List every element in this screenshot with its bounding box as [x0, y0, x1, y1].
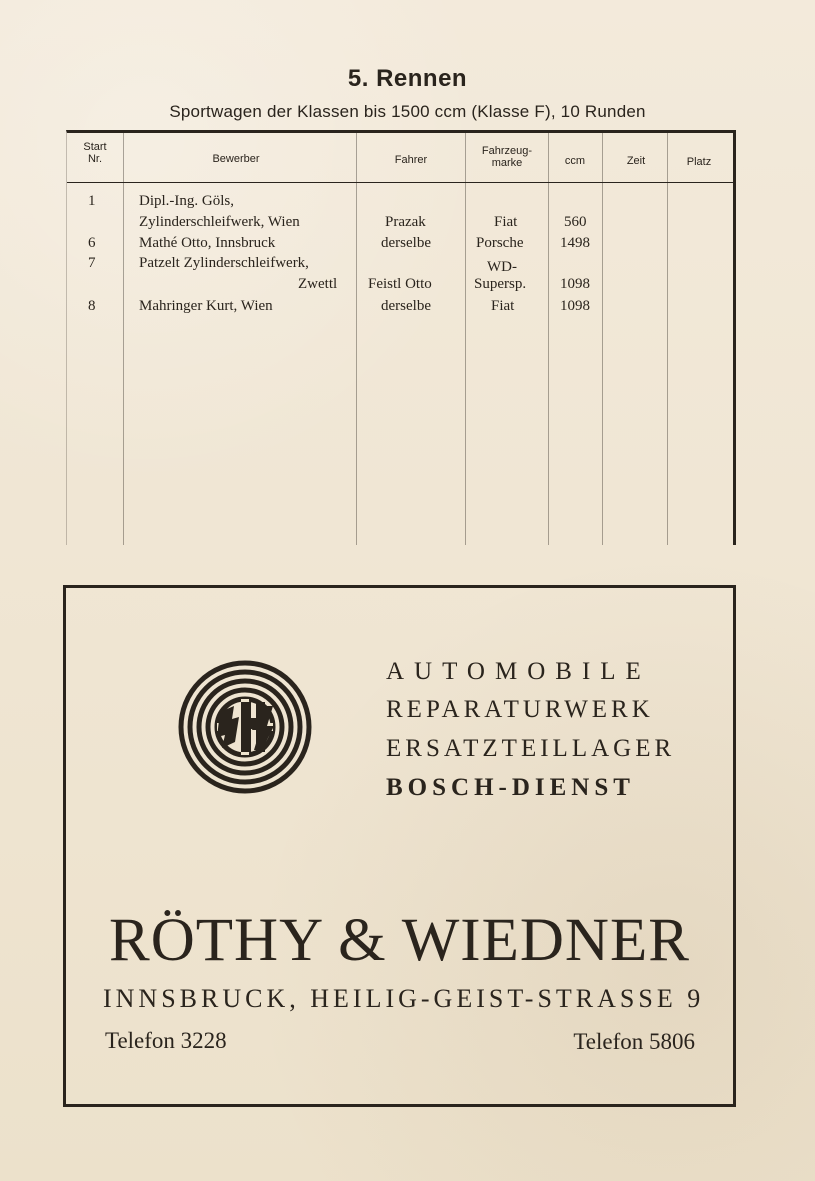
row-3-ccm: 1098	[560, 276, 590, 292]
row-4-marke: Fiat	[491, 298, 515, 314]
row-1-ccm: 560	[564, 214, 587, 230]
service-line-automobile: AUTOMOBILE	[386, 658, 651, 685]
header-zeit: Zeit	[626, 155, 646, 167]
column-divider	[465, 133, 466, 545]
service-line-bosch-dienst: BOSCH-DIENST	[386, 774, 635, 801]
header-start-number	[71, 141, 119, 165]
advertisement-box	[63, 585, 736, 1107]
header-bewerber: Bewerber	[212, 153, 260, 165]
row-1-start: 1	[88, 193, 96, 209]
company-emblem-icon	[178, 660, 312, 794]
company-name: RÖTHY & WIEDNER	[109, 907, 690, 974]
header-marke-line-2: marke	[491, 157, 523, 169]
phone-left: Telefon 3228	[105, 1028, 227, 1053]
row-3-start: 7	[88, 255, 96, 271]
row-1-marke: Fiat	[494, 214, 518, 230]
row-4-bewerber: Mahringer Kurt, Wien	[139, 298, 273, 314]
service-line-ersatzteillager: ERSATZTEILLAGER	[386, 735, 676, 762]
row-4-ccm: 1098	[560, 298, 590, 314]
race-title: 5. Rennen	[347, 65, 468, 92]
service-line-reparaturwerk: REPARATURWERK	[386, 696, 654, 723]
header-marke-line-1: Fahrzeug-	[481, 145, 533, 157]
table-header-divider	[67, 182, 733, 183]
column-divider	[356, 133, 357, 545]
header-fahrer: Fahrer	[394, 154, 428, 166]
race-subtitle: Sportwagen der Klassen bis 1500 ccm (Klasse F), 10 Runden	[169, 102, 646, 121]
row-2-ccm: 1498	[560, 235, 590, 251]
header-start-line-1: Start	[83, 141, 107, 153]
row-3-bewerber-line-2: Zwettl	[298, 276, 338, 292]
column-divider	[602, 133, 603, 545]
row-4-start: 8	[88, 298, 96, 314]
row-1-bewerber-line-2: Zylinderschleifwerk, Wien	[139, 214, 300, 230]
header-fahrzeugmarke	[471, 145, 543, 169]
header-platz: Platz	[686, 156, 712, 168]
row-3-fahrer: Feistl Otto	[368, 276, 432, 292]
row-3-marke-line-1: WD-	[487, 259, 517, 275]
column-divider	[123, 133, 124, 545]
row-3-marke-line-2: Supersp.	[474, 276, 527, 292]
column-divider	[667, 133, 668, 545]
row-2-start: 6	[88, 235, 96, 251]
header-start-line-2: Nr.	[87, 153, 103, 165]
company-address: INNSBRUCK, HEILIG-GEIST-STRASSE 9	[103, 984, 705, 1013]
row-4-fahrer: derselbe	[381, 298, 431, 314]
column-divider	[548, 133, 549, 545]
row-2-fahrer: derselbe	[381, 235, 431, 251]
phone-right: Telefon 5806	[573, 1029, 695, 1054]
row-1-fahrer: Prazak	[385, 214, 426, 230]
row-1-bewerber-line-1: Dipl.-Ing. Göls,	[139, 193, 234, 209]
header-ccm: ccm	[564, 155, 586, 167]
race-results-table	[66, 130, 736, 545]
row-2-marke: Porsche	[476, 235, 524, 251]
row-2-bewerber: Mathé Otto, Innsbruck	[139, 235, 276, 251]
row-3-bewerber-line-1: Patzelt Zylinderschleifwerk,	[139, 255, 309, 271]
